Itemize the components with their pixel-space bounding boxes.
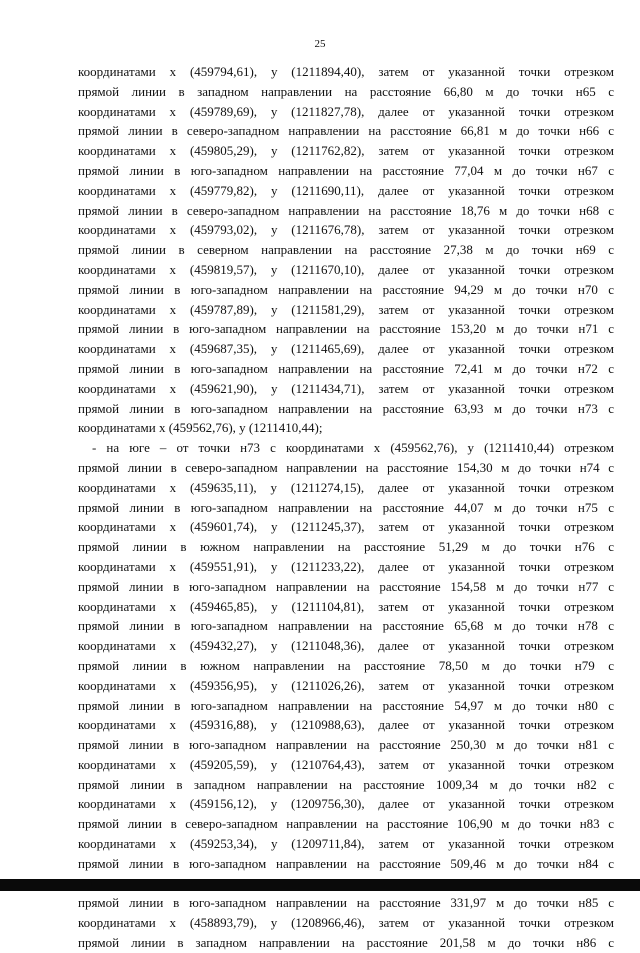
text-line: прямой линии в юго-западном направлении на расстояние 44,07 м до точки н75 с <box>78 499 614 515</box>
text-line: - на юге – от точки н73 с координатами х (459562,76), у (1211410,44) отрезком <box>92 440 614 456</box>
text-line: координатами х (459562,76), у (1211410,44); <box>78 420 323 436</box>
text-line: координатами х (458893,79), у (1208966,46), затем от указанной точки отрезком <box>78 915 614 931</box>
text-line: прямой линии в западном направлении на расстояние 201,58 м до точки н86 с <box>78 935 614 951</box>
text-line: координатами х (459819,57), у (1211670,10), далее от указанной точки отрезком <box>78 261 614 277</box>
text-line: координатами х (459805,29), у (1211762,82), затем от указанной точки отрезком <box>78 143 614 159</box>
text-line: координатами х (459465,85), у (1211104,81), затем от указанной точки отрезком <box>78 598 614 614</box>
bottom-scan-border <box>0 879 640 891</box>
text-line: координатами х (459316,88), у (1210988,63), далее от указанной точки отрезком <box>78 717 614 733</box>
page-number: 25 <box>314 38 326 50</box>
text-line: прямой линии в юго-западном направлении на расстояние 153,20 м до точки н71 с <box>78 321 614 337</box>
text-line: координатами х (459789,69), у (1211827,78), далее от указанной точки отрезком <box>78 103 614 119</box>
text-line: прямой линии в юго-западном направлении на расстояние 63,93 м до точки н73 с <box>78 400 614 416</box>
text-line: прямой линии в западном направлении на расстояние 66,80 м до точки н65 с <box>78 83 614 99</box>
text-line: координатами х (459787,89), у (1211581,29), затем от указанной точки отрезком <box>78 301 614 317</box>
text-line: прямой линии в западном направлении на расстояние 1009,34 м до точки н82 с <box>78 776 614 792</box>
text-line: прямой линии в юго-западном направлении на расстояние 331,97 м до точки н85 с <box>78 895 614 911</box>
text-line: прямой линии в южном направлении на расстояние 51,29 м до точки н76 с <box>78 539 614 555</box>
text-line: прямой линии в юго-западном направлении на расстояние 65,68 м до точки н78 с <box>78 618 614 634</box>
text-line: координатами х (459205,59), у (1210764,43), затем от указанной точки отрезком <box>78 756 614 772</box>
text-line: прямой линии в юго-западном направлении на расстояние 154,58 м до точки н77 с <box>78 578 614 594</box>
text-line: прямой линии в северо-западном направлении на расстояние 18,76 м до точки н68 с <box>78 202 614 218</box>
text-line: прямой линии в юго-западном направлении на расстояние 509,46 м до точки н84 с <box>78 855 614 871</box>
text-line: координатами х (459356,95), у (1211026,26), затем от указанной точки отрезком <box>78 677 614 693</box>
text-line: прямой линии в юго-западном направлении на расстояние 54,97 м до точки н80 с <box>78 697 614 713</box>
text-line: прямой линии в юго-западном направлении на расстояние 94,29 м до точки н70 с <box>78 281 614 297</box>
text-line: прямой линии в юго-западном направлении на расстояние 250,30 м до точки н81 с <box>78 737 614 753</box>
text-line: координатами х (459621,90), у (1211434,71), затем от указанной точки отрезком <box>78 380 614 396</box>
text-line: координатами х (459601,74), у (1211245,37), затем от указанной точки отрезком <box>78 519 614 535</box>
text-line: прямой линии в северо-западном направлении на расстояние 106,90 м до точки н83 с <box>78 816 614 832</box>
text-line: координатами х (459779,82), у (1211690,11), далее от указанной точки отрезком <box>78 182 614 198</box>
document-body <box>78 62 614 953</box>
text-line: прямой линии в юго-западном направлении на расстояние 77,04 м до точки н67 с <box>78 162 614 178</box>
text-line: координатами х (459793,02), у (1211676,78), затем от указанной точки отрезком <box>78 222 614 238</box>
text-line: прямой линии в северном направлении на расстояние 27,38 м до точки н69 с <box>78 242 614 258</box>
text-line: координатами х (459551,91), у (1211233,22), далее от указанной точки отрезком <box>78 558 614 574</box>
text-line: прямой линии в южном направлении на расстояние 78,50 м до точки н79 с <box>78 657 614 673</box>
text-line: прямой линии в юго-западном направлении на расстояние 72,41 м до точки н72 с <box>78 360 614 376</box>
text-line: координатами х (459687,35), у (1211465,69), далее от указанной точки отрезком <box>78 341 614 357</box>
text-line: координатами х (459156,12), у (1209756,30), далее от указанной точки отрезком <box>78 796 614 812</box>
text-line: координатами х (459635,11), у (1211274,15), далее от указанной точки отрезком <box>78 479 614 495</box>
text-line: координатами х (459253,34), у (1209711,84), затем от указанной точки отрезком <box>78 836 614 852</box>
text-line: прямой линии в северо-западном направлении на расстояние 154,30 м до точки н74 с <box>78 459 614 475</box>
text-line: координатами х (459432,27), у (1211048,36), далее от указанной точки отрезком <box>78 638 614 654</box>
text-line: координатами х (459794,61), у (1211894,40), затем от указанной точки отрезком <box>78 64 614 79</box>
text-line: прямой линии в северо-западном направлении на расстояние 66,81 м до точки н66 с <box>78 123 614 139</box>
